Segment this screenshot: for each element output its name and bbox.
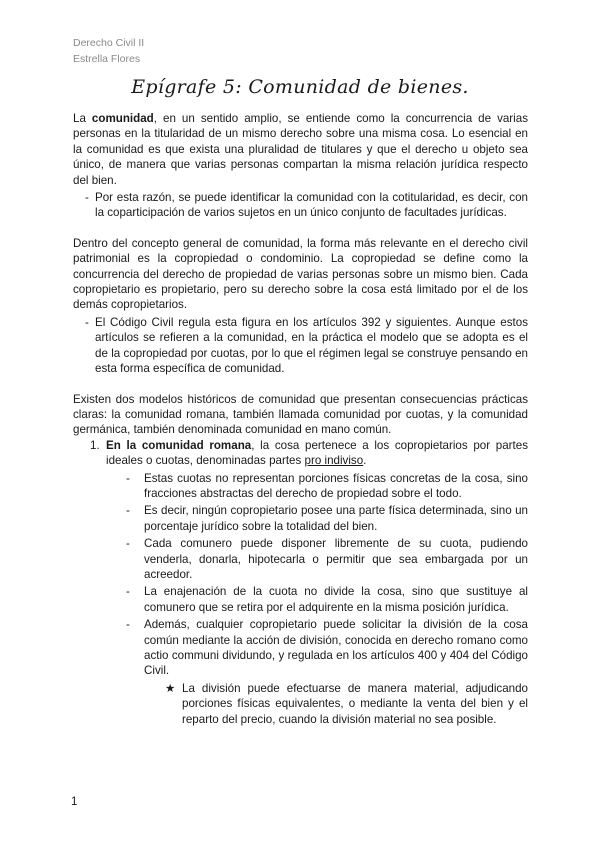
author-name: Estrella Flores <box>73 53 141 65</box>
sub-item: - Estas cuotas no representan porciones físicas concretas de la cosa, sino fracciones abstractas del derecho de propiedad sobre el todo. <box>73 471 528 502</box>
page-title: Epígrafe 5: Comunidad de bienes. <box>131 76 469 98</box>
paragraph-comunidad: La comunidad, en un sentido amplio, se entiende como la concurrencia de varias personas en la titularidad de un mismo derecho sobre una misma cosa. Lo esencial en la comunidad es que exista una pluralidad de titulares y que el derecho u objeto sea único, de manera que varias personas compartan la misma relación jurídica respecto del bien. <box>73 112 528 187</box>
star-item-division: ★ La división puede efectuarse de manera material, adjudicando porciones físicas equivalentes, o mediante la venta del bien y el reparto del precio, cuando la división material no sea posible. <box>165 681 528 726</box>
sub-item: - Además, cualquier copropietario puede solicitar la división de la cosa común mediante la acción de división, conocida en derecho romano como actio communi dividundo, y regulada en los artículos 400 y 404 del Código Civil. <box>73 617 528 679</box>
dash-item-codigo-civil: - El Código Civil regula esta figura en los artículos 392 y siguientes. Aunque estos artículos se refieren a la comunidad, en la práctica el modelo que se adopta es el de la copropiedad por cuotas, por lo que el régimen legal se construye pensando en esta forma específica de comunidad. <box>73 315 528 377</box>
page-number: 1 <box>71 796 78 808</box>
document-header <box>73 35 144 67</box>
bold-term: comunidad <box>91 112 154 125</box>
paragraph-modelos: Existen dos modelos históricos de comunidad que presentan consecuencias prácticas claras: la comunidad romana, también llamada comunidad por cuotas, y la comunidad germánica, también denominada comunidad en mano común. <box>73 392 528 437</box>
sub-item: - Cada comunero puede disponer libremente de su cuota, pudiendo venderla, donarla, hipotecarla o permitir que sea embargada por un acreedor. <box>73 536 528 582</box>
star-icon: ★ <box>165 681 176 695</box>
paragraph-copropiedad: Dentro del concepto general de comunidad, la forma más relevante en el derecho civil patrimonial es la copropiedad o condominio. La copropiedad se define como la concurrencia del derecho de propiedad de varias personas sobre un mismo bien. Cada copropietario es propietario, pero su derecho sobre la cosa está limitado por el de los demás copropietarios. <box>73 236 528 312</box>
item-number: 1. <box>90 438 100 452</box>
numbered-item-comunidad-romana: 1. En la comunidad romana, la cosa pertenece a los copropietarios por partes ideales o cuotas, denominadas partes pro indiviso. <box>90 438 528 468</box>
underlined-term: pro indiviso <box>304 454 364 468</box>
sub-item: - La enajenación de la cuota no divide la cosa, sino que sustituye al comunero que se retira por el adquirente en la misma posición jurídica. <box>73 584 528 615</box>
bold-term: En la comunidad romana <box>106 438 252 452</box>
course-name: Derecho Civil II <box>73 37 145 49</box>
document-body <box>73 111 528 727</box>
dash-item-cotitularidad: - Por esta razón, se puede identificar la comunidad con la cotitularidad, es decir, con la coparticipación de varios sujetos en un único conjunto de facultades jurídicas. <box>73 190 528 221</box>
sub-item: - Es decir, ningún copropietario posee una parte física determinada, sino un porcentaje jurídico sobre la totalidad del bien. <box>73 503 528 534</box>
